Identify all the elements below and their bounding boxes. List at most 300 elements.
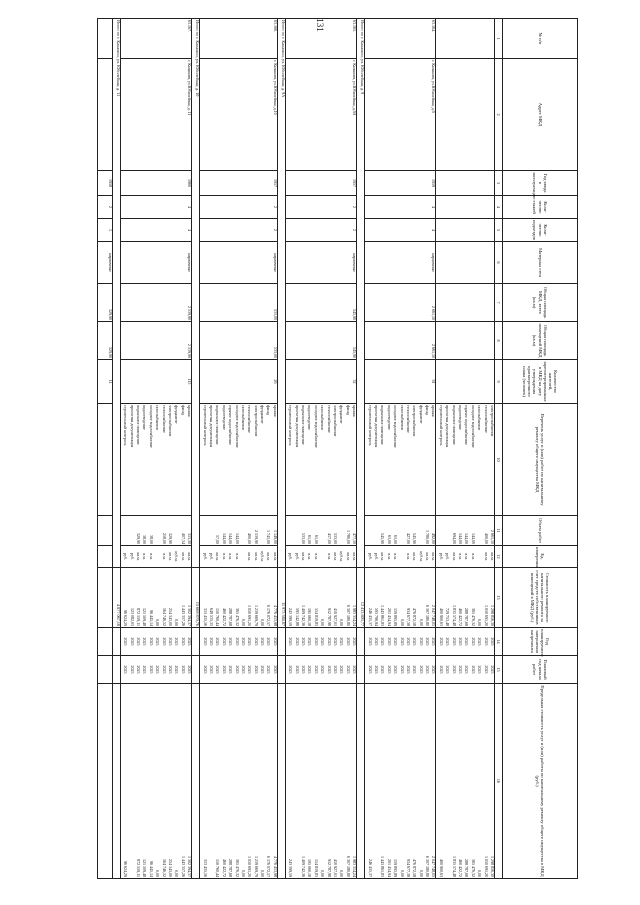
- total-limit: [357, 684, 365, 879]
- work-y2: 2025: [180, 665, 186, 674]
- work-vol: [207, 517, 213, 544]
- work-name: строительный контроль: [438, 405, 444, 446]
- area-total: 545,90: [285, 284, 356, 322]
- work-cost: 96 624,29: [123, 610, 129, 626]
- area-total: 533,00: [200, 284, 278, 322]
- work-cost: 934 677,38: [405, 608, 411, 626]
- work-cost: 1 050 691,20: [483, 605, 489, 626]
- work-y2: 2025: [367, 665, 373, 674]
- work-unit-cell: [200, 546, 278, 568]
- work-cost: 872 559,11: [136, 608, 142, 626]
- work-limit: 934 677,38: [405, 859, 411, 877]
- work-limit: 0,00: [260, 870, 266, 877]
- work-limit: 460 422,72: [458, 859, 464, 877]
- entrances: 1: [97, 219, 112, 242]
- item-number: [436, 19, 495, 59]
- work-y1: 2025: [168, 637, 174, 646]
- work-limit: 0,00: [399, 870, 405, 877]
- work-y2-cell: [365, 656, 436, 684]
- work-limit: 1 835 574,48: [451, 856, 457, 877]
- residents: 91: [365, 360, 436, 404]
- work-y2-cell: [200, 656, 278, 684]
- work-limit: 243 399,59: [288, 859, 294, 877]
- work-vol: 144,00: [221, 533, 227, 544]
- work-unit: руб.: [438, 553, 444, 560]
- work-cost: 195 060,18: [307, 608, 313, 626]
- work-name: горячее водоснабжение: [228, 405, 234, 445]
- wall-material: кирпичные: [120, 242, 191, 284]
- work-limit: [127, 685, 133, 877]
- work-cost: 0,00: [174, 619, 180, 626]
- work-y2: 2025: [288, 665, 294, 674]
- work-y2: 2025: [399, 665, 405, 674]
- work-cost: 593 142,88: [294, 608, 300, 626]
- column-header: Объем работ: [503, 516, 578, 546]
- work-vol: 1 780,00: [345, 530, 351, 544]
- work-cost: 1 983 314,24: [352, 605, 358, 626]
- work-name: проектная документация: [373, 405, 379, 448]
- work-y1: 2025: [412, 637, 418, 646]
- column-header: Коли-чество этажей: [503, 196, 578, 219]
- column-header: Количество жителей, зарегистрированных в МКД на дату утверждения краткосрочного плана (человек): [503, 360, 578, 404]
- work-name: электроснабжение: [253, 405, 259, 437]
- work-name: теплоснабжение: [483, 405, 489, 433]
- column-header: Перечень услуг и (или) работ по капитальному ремонту общего имущества МКД: [503, 404, 578, 516]
- work-vol: 545,90: [412, 533, 418, 544]
- work-vol: 329,90: [168, 533, 174, 544]
- total-cost: 12 413 803,77: [357, 568, 365, 628]
- area-rooms: 2 539,90: [120, 322, 191, 360]
- work-name: холодное водоснабжение: [313, 405, 319, 448]
- work-name-cell: [285, 404, 356, 516]
- work-y1: 2025: [129, 637, 135, 646]
- work-vol-cell: [285, 516, 356, 546]
- total-limit: [277, 684, 285, 879]
- work-limit: 96 445,14: [148, 861, 154, 877]
- work-vol: 533,00: [333, 533, 339, 544]
- work-unit-cell: [97, 546, 112, 568]
- work-limit: 0,00: [339, 870, 345, 877]
- work-cost-cell: [120, 568, 191, 628]
- work-cost: 365 476,32: [470, 608, 476, 626]
- work-limit: 121 509,48: [142, 859, 148, 877]
- work-vol: 61,00: [313, 535, 319, 544]
- work-unit: п.м.: [326, 553, 332, 560]
- work-vol: 477,10: [352, 533, 358, 544]
- work-y2: 2025: [240, 665, 246, 674]
- work-cost: 6 176 072,57: [266, 605, 272, 626]
- work-vol-cell: [97, 516, 112, 546]
- work-vol: 2 661,10: [490, 530, 495, 544]
- work-limit: 0,00: [320, 870, 326, 877]
- work-unit: кв.м.: [266, 552, 272, 561]
- work-limit: 1 298 856,30: [490, 856, 495, 877]
- work-name: строительный контроль: [202, 405, 208, 446]
- work-y1: 2025: [247, 637, 253, 646]
- area-total: [436, 284, 495, 322]
- work-unit: п.м.: [464, 553, 470, 560]
- item-number: 63.164.: [365, 19, 436, 59]
- work-unit: п.м.: [161, 553, 167, 560]
- work-vol: 492,00: [431, 533, 437, 544]
- work-name: фасад: [266, 405, 272, 416]
- house-address: г. Канашин, ул.Юбилейная, д.9: [365, 59, 436, 171]
- work-limit: 195 060,18: [307, 859, 313, 877]
- work-y1: 2025: [294, 637, 300, 646]
- total-limit: [112, 684, 120, 879]
- work-vol: 427,00: [405, 533, 411, 544]
- house-address: [97, 59, 112, 171]
- work-y2-cell: [97, 656, 112, 684]
- work-name: газоснабжение: [155, 405, 161, 431]
- work-name: холодное водоснабжение: [234, 405, 240, 448]
- total-label: Итого по г. Канашин, ул. Юбилейная, д. 10: [192, 19, 200, 568]
- work-name: водоотведение: [307, 405, 313, 430]
- work-limit: 460 422,72: [221, 859, 227, 877]
- work-cost: 159 895,89: [393, 608, 399, 626]
- floors: 2: [97, 196, 112, 219]
- entrances: 4: [365, 219, 436, 242]
- area-total: 329,90: [97, 284, 112, 322]
- column-number: 13: [495, 568, 503, 628]
- work-cost: 0,00: [260, 619, 266, 626]
- work-unit: п.м.: [148, 553, 154, 560]
- work-unit: кв.м.: [301, 552, 307, 561]
- work-limit: 1 302 394,37: [187, 856, 193, 877]
- work-name: фасад: [180, 405, 186, 416]
- work-cost-cell: [200, 568, 278, 628]
- work-y1: 2025: [307, 637, 313, 646]
- year-built: 1959: [365, 171, 436, 196]
- work-name: электроснабжение: [490, 405, 495, 437]
- area-rooms: 2 661,10: [365, 322, 436, 360]
- work-y1: 2025: [228, 637, 234, 646]
- work-cost: 0,00: [320, 619, 326, 626]
- work-cost: 460 422,72: [221, 608, 227, 626]
- work-name: строительный контроль: [367, 405, 373, 446]
- house-address: г. Канашин, ул.Юбилейная, д.10: [200, 59, 278, 171]
- work-limit: 564 746,52: [161, 859, 167, 877]
- work-vol: 61,00: [307, 535, 313, 544]
- residents: 26: [200, 360, 278, 404]
- floors: 2: [285, 196, 356, 219]
- work-y2: 2025: [431, 665, 437, 674]
- work-limit: 1 239 669,79: [253, 856, 259, 877]
- work-limit: 0,00: [240, 870, 246, 877]
- year-built: 1957: [200, 171, 278, 196]
- work-cost: 313 435,56: [202, 608, 208, 626]
- total-cost: 15 669 870,76: [192, 568, 200, 628]
- work-y2: 2025: [266, 665, 272, 674]
- work-limit: 288 787,68: [464, 859, 470, 877]
- work-y2: 2025: [386, 665, 392, 674]
- total-empty: [192, 628, 200, 656]
- work-name-cell: [436, 404, 495, 516]
- work-y2: 2025: [345, 665, 351, 674]
- work-vol-cell: [365, 516, 436, 546]
- work-y2: 2025: [320, 665, 326, 674]
- work-cost: 912 787,98: [326, 608, 332, 626]
- column-number: 2: [495, 59, 503, 171]
- work-y1: 2025: [202, 637, 208, 646]
- work-unit: кв.м.: [272, 552, 278, 561]
- work-limit: 1 983 314,24: [352, 856, 358, 877]
- work-name: водоотведение: [458, 405, 464, 430]
- work-y1: 2025: [260, 637, 266, 646]
- work-cost: 564 746,52: [161, 608, 167, 626]
- work-y1: 2025: [367, 637, 373, 646]
- work-unit: руб.: [445, 553, 451, 560]
- house-row: [97, 19, 112, 879]
- work-y2: 2025: [187, 665, 193, 674]
- work-vol: 63,00: [386, 535, 392, 544]
- work-unit: куб.м.: [260, 551, 266, 562]
- work-vol: 533,00: [301, 533, 307, 544]
- house-total-row: [192, 19, 200, 879]
- total-label: Итого по г. Канашин, ул. Юбилейная, д. 11: [112, 19, 120, 568]
- work-cost: 460 422,72: [458, 608, 464, 626]
- column-header: Общая площадь помещений МКД (кв.м): [503, 322, 578, 360]
- work-y2: 2025: [333, 665, 339, 674]
- work-vol: 1 743,00: [266, 530, 272, 544]
- work-cost: 150 760,44: [215, 608, 221, 626]
- work-unit: руб.: [123, 553, 129, 560]
- work-cost: 96 445,14: [148, 610, 154, 626]
- work-unit: кв.м.: [333, 552, 339, 561]
- work-y2: 2025: [451, 665, 457, 674]
- work-y1: 2025: [339, 637, 345, 646]
- total-empty: [357, 656, 365, 684]
- work-cost: 1 050 691,20: [247, 605, 253, 626]
- item-number: 63.167.: [120, 19, 191, 59]
- column-number: 9: [495, 360, 503, 404]
- work-y2-cell: [120, 656, 191, 684]
- work-name: фасад: [345, 405, 351, 416]
- work-unit: куб.м.: [339, 551, 345, 562]
- work-unit: руб.: [202, 553, 208, 560]
- work-unit-cell: [285, 546, 356, 568]
- work-unit: п.м.: [234, 553, 240, 560]
- work-y2: 2025: [247, 665, 253, 674]
- work-cost-cell: [365, 568, 436, 628]
- work-y1: 2025: [240, 637, 246, 646]
- work-unit: кв.м.: [451, 552, 457, 561]
- work-limit-cell: [97, 684, 112, 879]
- work-name: крыша: [187, 405, 193, 417]
- work-y2: 2025: [294, 665, 300, 674]
- work-unit: п.м.: [221, 553, 227, 560]
- column-header: Стоимость планируемого капитального ремонта за счет средств собственников помещений в МКД (руб.): [503, 568, 578, 628]
- house-total-row: [112, 19, 120, 879]
- house-address: [436, 59, 495, 171]
- work-y1: 2025: [320, 637, 326, 646]
- work-y1: 2025: [208, 637, 214, 646]
- work-y2: 2025: [445, 665, 451, 674]
- work-cost-cell: [97, 568, 112, 628]
- work-y1: 2025: [405, 637, 411, 646]
- work-cost: 1 443 861,83: [380, 605, 386, 626]
- work-y1: 2025: [266, 637, 272, 646]
- floors: 4: [365, 196, 436, 219]
- work-limit: 1 443 357,26: [180, 856, 186, 877]
- work-y1: 2025: [333, 637, 339, 646]
- work-y1: 2025: [345, 637, 351, 646]
- work-cost: 1 835 574,48: [451, 605, 457, 626]
- wall-material: кирпичные: [365, 242, 436, 284]
- work-vol: 38,00: [142, 535, 148, 544]
- work-vol: [286, 517, 292, 544]
- work-name: газоснабжение: [320, 405, 326, 431]
- work-limit: 1 409 742,36: [301, 856, 307, 877]
- work-y2: 2025: [458, 665, 464, 674]
- work-name: газоснабжение: [240, 405, 246, 431]
- work-y2: 2025: [483, 665, 489, 674]
- house-row: [365, 19, 436, 879]
- column-number: 11: [495, 516, 503, 546]
- work-unit: [397, 547, 403, 566]
- work-cost: 246 435,37: [367, 608, 373, 626]
- work-y1: 2025: [313, 637, 319, 646]
- work-unit: п.м.: [386, 553, 392, 560]
- work-y1: 2025: [490, 637, 495, 646]
- work-unit: кв.м.: [215, 552, 221, 561]
- column-number: 3: [495, 171, 503, 196]
- work-limit: 0,00: [477, 870, 483, 877]
- work-cost: 0,00: [418, 619, 424, 626]
- total-empty: [357, 628, 365, 656]
- work-name: фундамент: [260, 405, 266, 424]
- work-y1: 2025: [148, 637, 154, 646]
- work-limit: 154 819,83: [313, 859, 319, 877]
- work-limit: 201 434,94: [386, 859, 392, 877]
- area-rooms: 545,90: [285, 322, 356, 360]
- work-y1: 2025: [418, 637, 424, 646]
- work-vol: 329,90: [136, 533, 142, 544]
- work-limit: 4 776 413,98: [272, 856, 278, 877]
- work-name-cell: [120, 404, 191, 516]
- house-address: г. Канашин, ул.Юбилейная, д. 11: [120, 59, 191, 171]
- work-cost: 4 776 413,98: [272, 605, 278, 626]
- header-row: [503, 19, 578, 879]
- work-unit: кв.м.: [180, 552, 186, 561]
- work-limit: 476 872,58: [412, 859, 418, 877]
- column-header: Адрес МКД: [503, 59, 578, 171]
- work-y2: 2025: [129, 665, 135, 674]
- work-limit: 0,00: [418, 870, 424, 877]
- work-unit-cell: [436, 546, 495, 568]
- work-limit: 6 307 180,80: [425, 856, 431, 877]
- work-limit: 912 787,98: [326, 859, 332, 877]
- item-number: [97, 19, 112, 59]
- house-row: [285, 19, 356, 879]
- work-cost: 0,00: [240, 619, 246, 626]
- work-y1: 2025: [470, 637, 476, 646]
- work-y2: 2025: [202, 665, 208, 674]
- work-vol: 144,00: [234, 533, 240, 544]
- work-y1: 2025: [142, 637, 148, 646]
- column-header: Плановый год начала работ: [503, 656, 578, 684]
- work-y1-cell: [120, 628, 191, 656]
- work-name-cell: [97, 404, 112, 516]
- column-number: 12: [495, 546, 503, 568]
- work-y2: 2025: [412, 665, 418, 674]
- work-name: водоотведение: [142, 405, 148, 430]
- work-vol: [200, 517, 206, 544]
- work-name: подвальное помещение: [301, 405, 307, 445]
- work-y2: 2025: [438, 665, 444, 674]
- work-y2: 2025: [380, 665, 386, 674]
- work-name: холодное водоснабжение: [393, 405, 399, 448]
- work-y1: 2025: [483, 637, 489, 646]
- work-unit: кв.м.: [483, 552, 489, 561]
- work-cost: 410 927,01: [333, 608, 339, 626]
- work-limit: 96 624,29: [123, 861, 129, 877]
- work-y1: 2025: [477, 637, 483, 646]
- total-label: Итого по г. Канашин, ул. Юбилейная, д. 9: [357, 19, 365, 568]
- work-unit: куб.м.: [418, 551, 424, 562]
- work-name: проектная документация: [129, 405, 135, 448]
- work-limit: 313 435,56: [202, 859, 208, 877]
- work-name: теплоснабжение: [405, 405, 411, 433]
- work-y2: 2025: [307, 665, 313, 674]
- work-y2: 2025: [464, 665, 470, 674]
- work-y2: 2025: [136, 665, 142, 674]
- work-y2: 2025: [352, 665, 358, 674]
- work-vol: 313,30: [187, 533, 193, 544]
- work-limit: 872 559,11: [136, 859, 142, 877]
- work-vol: 57,00: [215, 535, 221, 544]
- work-y1: 2025: [221, 637, 227, 646]
- column-number: 4: [495, 196, 503, 219]
- work-vol: 144,00: [458, 533, 464, 544]
- work-name: фундамент: [339, 405, 345, 424]
- total-empty: [277, 656, 285, 684]
- work-vol: 63,00: [393, 535, 399, 544]
- work-name: электроснабжение: [333, 405, 339, 437]
- work-unit: кв.м.: [490, 552, 495, 561]
- work-cost: 254 343,00: [168, 608, 174, 626]
- page-number: 131: [315, 18, 325, 32]
- work-vol: 144,00: [470, 533, 476, 544]
- work-limit: 2 047 748,05: [431, 856, 437, 877]
- work-y2: 2025: [272, 665, 278, 674]
- work-y1: 2025: [288, 637, 294, 646]
- work-name: электроснабжение: [168, 405, 174, 437]
- work-limit: 1 443 861,83: [380, 856, 386, 877]
- year-built: [436, 171, 495, 196]
- work-unit: кв.м.: [253, 552, 259, 561]
- work-y2: 2025: [339, 665, 345, 674]
- work-cost: 6 307 180,80: [425, 605, 431, 626]
- work-vol: 1 149,00: [272, 530, 278, 544]
- work-limit: [207, 685, 213, 877]
- entrances: 2: [285, 219, 356, 242]
- total-cost: 11 973 384,87: [277, 568, 285, 628]
- total-cost: 4 877 067,18: [112, 568, 120, 628]
- work-y2: 2025: [301, 665, 307, 674]
- work-y1: 2025: [326, 637, 332, 646]
- house-row: [436, 19, 495, 879]
- house-total-row: [357, 19, 365, 879]
- house-address: г. Канашин, ул.Юбилейная, д.9А: [285, 59, 356, 171]
- work-cost: 243 399,59: [288, 608, 294, 626]
- work-name: фундамент: [418, 405, 424, 424]
- work-cost: 6 307 180,80: [345, 605, 351, 626]
- year-built: 1960: [120, 171, 191, 196]
- work-unit: кв.м.: [136, 552, 142, 561]
- work-y2: 2025: [215, 665, 221, 674]
- area-total: 2 539,90: [120, 284, 191, 322]
